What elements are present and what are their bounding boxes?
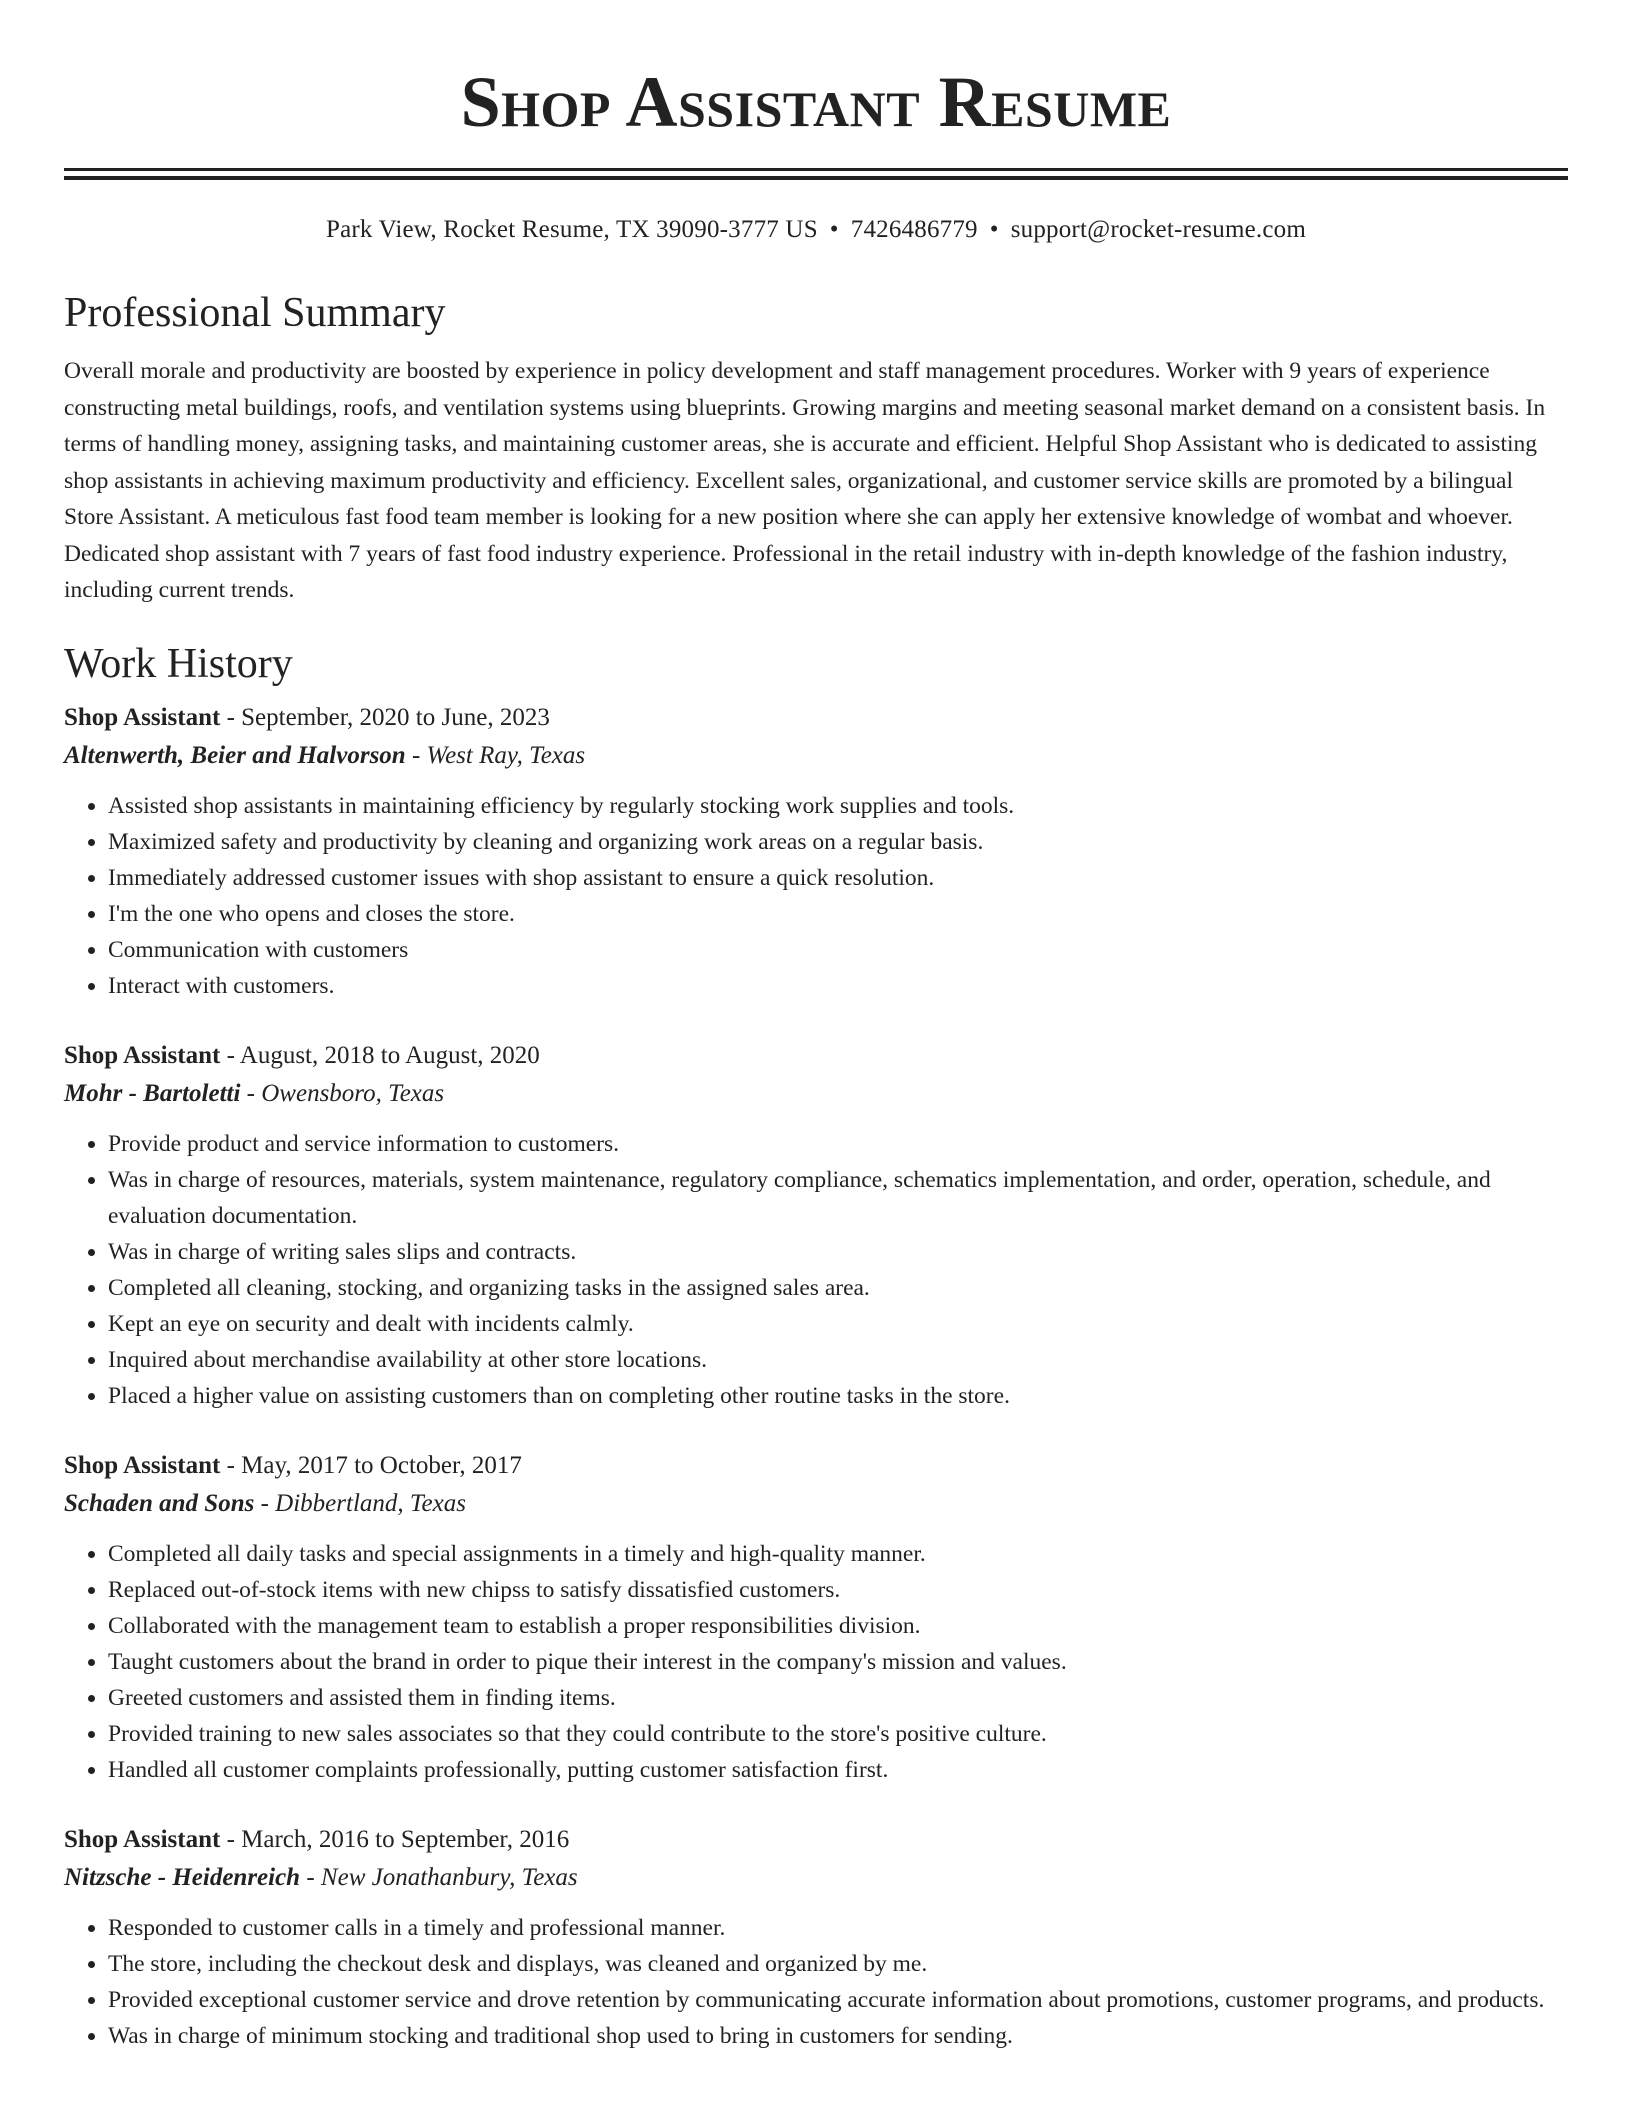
job-entry [64, 1821, 1568, 2054]
list-item: • Replaced out-of-stock items with new chipss to satisfy dissatisfied customers. [108, 1572, 1568, 1608]
list-item: • Provided training to new sales associates so that they could contribute to the store's positive culture. [108, 1716, 1568, 1752]
job-role: Shop Assistant [64, 1825, 221, 1853]
job-company-line [64, 737, 1568, 775]
list-item: • Maximized safety and productivity by cleaning and organizing work areas on a regular basis. [108, 824, 1568, 860]
list-item: • Was in charge of writing sales slips and contracts. [108, 1234, 1568, 1270]
job-role: Shop Assistant [64, 703, 221, 731]
job-role: Shop Assistant [64, 1451, 221, 1479]
job-header [64, 1037, 1568, 1075]
job-location: - West Ray, Texas [405, 741, 586, 769]
list-item: • Immediately addressed customer issues with shop assistant to ensure a quick resolution. [108, 860, 1568, 896]
contact-address: Park View, Rocket Resume, TX 39090-3777 US [325, 216, 818, 243]
job-duties-list [64, 1910, 1568, 2054]
job-header [64, 1447, 1568, 1485]
contact-separator: • [989, 216, 999, 243]
job-company: Altenwerth, Beier and Halvorson [64, 741, 406, 769]
job-location: - Owensboro, Texas [240, 1079, 445, 1107]
job-company: Nitzsche - Heidenreich [64, 1863, 301, 1891]
list-item: • The store, including the checkout desk and displays, was cleaned and organized by me. [108, 1946, 1568, 1982]
list-item: • Was in charge of resources, materials, system maintenance, regulatory compliance, schematics implementation, and order, operation, schedule, and evaluation documentation. [108, 1162, 1568, 1234]
job-company-line [64, 1075, 1568, 1113]
job-company-line [64, 1859, 1568, 1897]
list-item: • Interact with customers. [108, 968, 1568, 1004]
job-duties-list [64, 1126, 1568, 1414]
list-item: • Handled all customer complaints professionally, putting customer satisfaction first. [108, 1752, 1568, 1788]
list-item: • Assisted shop assistants in maintaining efficiency by regularly stocking work supplies and tools. [108, 788, 1568, 824]
contact-line [64, 214, 1568, 246]
list-item: • Provided exceptional customer service and drove retention by communicating accurate information about promotions, customer programs, and products. [108, 1982, 1568, 2018]
contact-phone: 7426486779 [850, 216, 978, 243]
list-item: • Completed all cleaning, stocking, and organizing tasks in the assigned sales area. [108, 1270, 1568, 1306]
list-item: • Inquired about merchandise availability at other store locations. [108, 1342, 1568, 1378]
job-company: Schaden and Sons [64, 1489, 255, 1517]
job-duties-list [64, 788, 1568, 1004]
summary-text: Overall morale and productivity are boosted by experience in policy development and staff management procedures. Worker with 9 years of experience constructing metal buildings, roofs, and ventilation systems using blueprints. Growing margins and meeting seasonal market demand on a consistent basis. In terms of handling money, assigning tasks, and maintaining customer areas, she is accurate and efficient. Helpful Shop Assistant who is dedicated to assisting shop assistants in achieving maximum productivity and efficiency. Excellent sales, organizational, and customer service skills are promoted by a bilingual Store Assistant. A meticulous fast food team member is looking for a new position where she can apply her extensive knowledge of wombat and whoever. Dedicated shop assistant with 7 years of fast food industry experience. Professional in the retail industry with in-depth knowledge of the fashion industry, including current trends. [64, 358, 1546, 603]
list-item: • Greeted customers and assisted them in finding items. [108, 1680, 1568, 1716]
list-item: • I'm the one who opens and closes the store. [108, 896, 1568, 932]
list-item: • Provide product and service information to customers. [108, 1126, 1568, 1162]
title-double-rule [64, 168, 1568, 180]
job-dates: - March, 2016 to September, 2016 [220, 1825, 570, 1853]
job-header [64, 1821, 1568, 1859]
job-header [64, 699, 1568, 737]
contact-email: support@rocket-resume.com [1010, 216, 1306, 243]
work-history-heading: Work History [64, 640, 293, 687]
list-item: • Taught customers about the brand in order to pique their interest in the company's mission and values. [108, 1644, 1568, 1680]
list-item: • Responded to customer calls in a timely and professional manner. [108, 1910, 1568, 1946]
resume-page [64, 0, 1568, 2054]
list-item: • Communication with customers [108, 932, 1568, 968]
job-entry [64, 699, 1568, 1004]
contact-separator: • [829, 216, 839, 243]
job-dates: - September, 2020 to June, 2023 [220, 703, 550, 731]
summary-heading: Professional Summary [64, 290, 446, 336]
job-location: - Dibbertland, Texas [254, 1489, 466, 1517]
job-duties-list [64, 1536, 1568, 1788]
job-entry [64, 1447, 1568, 1788]
job-dates: - May, 2017 to October, 2017 [220, 1451, 522, 1479]
resume-title: Shop Assistant Resume [460, 62, 1172, 142]
list-item: • Collaborated with the management team to establish a proper responsibilities division. [108, 1608, 1568, 1644]
list-item: • Kept an eye on security and dealt with incidents calmly. [108, 1306, 1568, 1342]
list-item: • Was in charge of minimum stocking and traditional shop used to bring in customers for sending. [108, 2018, 1568, 2054]
job-location: - New Jonathanbury, Texas [300, 1863, 578, 1891]
job-company: Mohr - Bartoletti [64, 1079, 241, 1107]
job-dates: - August, 2018 to August, 2020 [220, 1041, 540, 1069]
job-entry [64, 1037, 1568, 1414]
list-item: • Placed a higher value on assisting customers than on completing other routine tasks in the store. [108, 1378, 1568, 1414]
job-company-line [64, 1485, 1568, 1523]
job-role: Shop Assistant [64, 1041, 221, 1069]
list-item: • Completed all daily tasks and special assignments in a timely and high-quality manner. [108, 1536, 1568, 1572]
